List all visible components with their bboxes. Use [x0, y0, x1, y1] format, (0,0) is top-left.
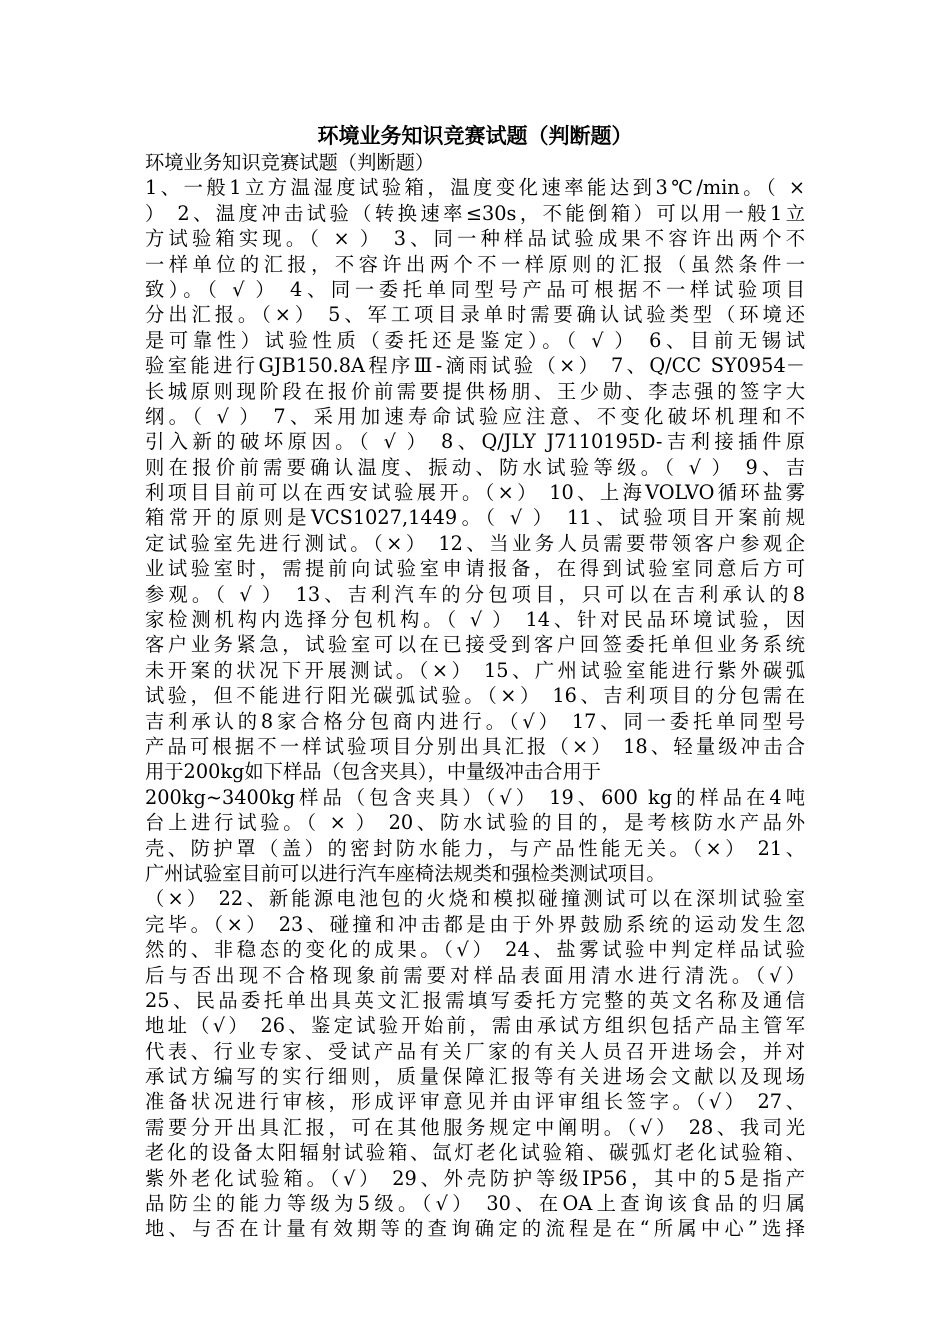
body-line: 广州试验室目前可以进行汽车座椅法规类和强检类测试项目。 [145, 861, 666, 885]
body-heading-line: 环境业务知识竞赛试题（判断题） [145, 151, 435, 174]
body-line: 承试方编写的实行细则，质量保障汇报等有关进场会文献以及现场 [145, 1065, 805, 1089]
body-line: （×） 22、新能源电池包的火烧和模拟碰撞测试可以在深圳试验室 [145, 887, 805, 911]
body-line: 完毕。（×） 23、碰撞和冲击都是由于外界鼓励系统的运动发生忽 [145, 912, 805, 936]
body-line: 老化的设备太阳辐射试验箱、氙灯老化试验箱、碳弧灯老化试验箱、 [145, 1141, 805, 1165]
body-line: 致）。（ √ ） 4、同一委托单同型号产品可根据不一样试验项目 [145, 277, 805, 301]
body-line: 定试验室先进行测试。（×） 12、当业务人员需要带领客户参观企 [145, 531, 805, 555]
body-line: 是可靠性）试验性质（委托还是鉴定）。（ √ ） 6、目前无锡试 [145, 328, 805, 352]
body-line: 利项目目前可以在西安试验展开。（×） 10、上海VOLVO循环盐雾 [145, 481, 805, 505]
body-line: 地址（√） 26、鉴定试验开始前，需由承试方组织包括产品主管军 [145, 1014, 805, 1038]
body-line: 纲。（ √ ） 7、采用加速寿命试验应注意、不变化破坏机理和不 [145, 404, 805, 428]
body-line: 品防尘的能力等级为5级。（√） 30、在OA上查询该食品的归属 [145, 1192, 805, 1216]
body-line: 则在报价前需要确认温度、振动、防水试验等级。（ √ ） 9、吉 [145, 455, 805, 479]
body-line: 业试验室时，需提前向试验室申请报备，在得到试验室同意后方可 [145, 557, 805, 581]
body-line: 用于200kg如下样品（包含夹具），中量级冲击合用于 [145, 760, 602, 784]
body-line: 产品可根据不一样试验项目分别出具汇报（×） 18、轻量级冲击合 [145, 734, 805, 758]
body-line: 客户业务紧急，试验室可以在已接受到客户回签委托单但业务系统 [145, 633, 805, 657]
body-line: 分出汇报。（×） 5、军工项目录单时需要确认试验类型（环境还 [145, 303, 805, 327]
body-line: 1、一般1立方温湿度试验箱，温度变化速率能达到3℃/min。（ × [145, 176, 805, 200]
body-line: 需要分开出具汇报，可在其他服务规定中阐明。（√） 28、我司光 [145, 1115, 805, 1139]
body-line: 吉利承认的8家合格分包商内进行。（√） 17、同一委托单同型号 [145, 709, 805, 733]
document-title: 环境业务知识竞赛试题（判断题） [317, 123, 633, 148]
body-line: 地、与否在计量有效期等的查询确定的流程是在“所属中心”选择 [145, 1217, 805, 1241]
body-line: 代表、行业专家、受试产品有关厂家的有关人员召开进场会，并对 [145, 1039, 805, 1063]
body-line: 25、民品委托单出具英文汇报需填写委托方完整的英文名称及通信 [145, 988, 805, 1012]
body-line: 未开案的状况下开展测试。（×） 15、广州试验室能进行紫外碳弧 [145, 658, 805, 682]
body-line: 验室能进行GJB150.8A程序Ⅲ-滴雨试验（×） 7、Q/CC SY0954－ [145, 354, 805, 378]
body-line: 参观。（ √ ） 13、吉利汽车的分包项目，只可以在吉利承认的8 [145, 582, 805, 606]
body-line: 家检测机构内选择分包机构。（ √ ） 14、针对民品环境试验，因 [145, 608, 805, 632]
body-line: 准备状况进行审核，形成评审意见并由评审组长签字。（√） 27、 [145, 1090, 805, 1114]
body-line: 箱常开的原则是VCS1027,1449。（ √ ） 11、试验项目开案前规 [145, 506, 805, 530]
body-line: 一样单位的汇报，不容许出两个不一样原则的汇报（虽然条件一 [145, 252, 805, 276]
body-line: 台上进行试验。（ × ） 20、防水试验的目的，是考核防水产品外 [145, 811, 805, 835]
body-line: 长城原则现阶段在报价前需要提供杨朋、王少勋、李志强的签字大 [145, 379, 805, 403]
body-line: 然的、非稳态的变化的成果。（√） 24、盐雾试验中判定样品试验 [145, 938, 805, 962]
body-line: ） 2、温度冲击试验（转换速率≤30s，不能倒箱）可以用一般1立 [145, 201, 805, 225]
body-line: 方试验箱实现。（ × ） 3、同一种样品试验成果不容许出两个不 [145, 227, 805, 251]
body-line: 试验，但不能进行阳光碳弧试验。（×） 16、吉利项目的分包需在 [145, 684, 805, 708]
body-line: 后与否出现不合格现象前需要对样品表面用清水进行清洗。（√） [145, 963, 805, 987]
body-line: 引入新的破坏原因。（ √ ） 8、Q/JLY J7110195D-吉利接插件原 [145, 430, 805, 454]
body-line: 紫外老化试验箱。（√） 29、外壳防护等级IP56，其中的5是指产 [145, 1166, 805, 1190]
body-line: 200kg~3400kg样品（包含夹具）（√） 19、600 kg的样品在4吨 [145, 785, 805, 809]
body-line: 壳、防护罩（盖）的密封防水能力，与产品性能无关。（×） 21、 [145, 836, 805, 860]
document-body [145, 150, 805, 1242]
